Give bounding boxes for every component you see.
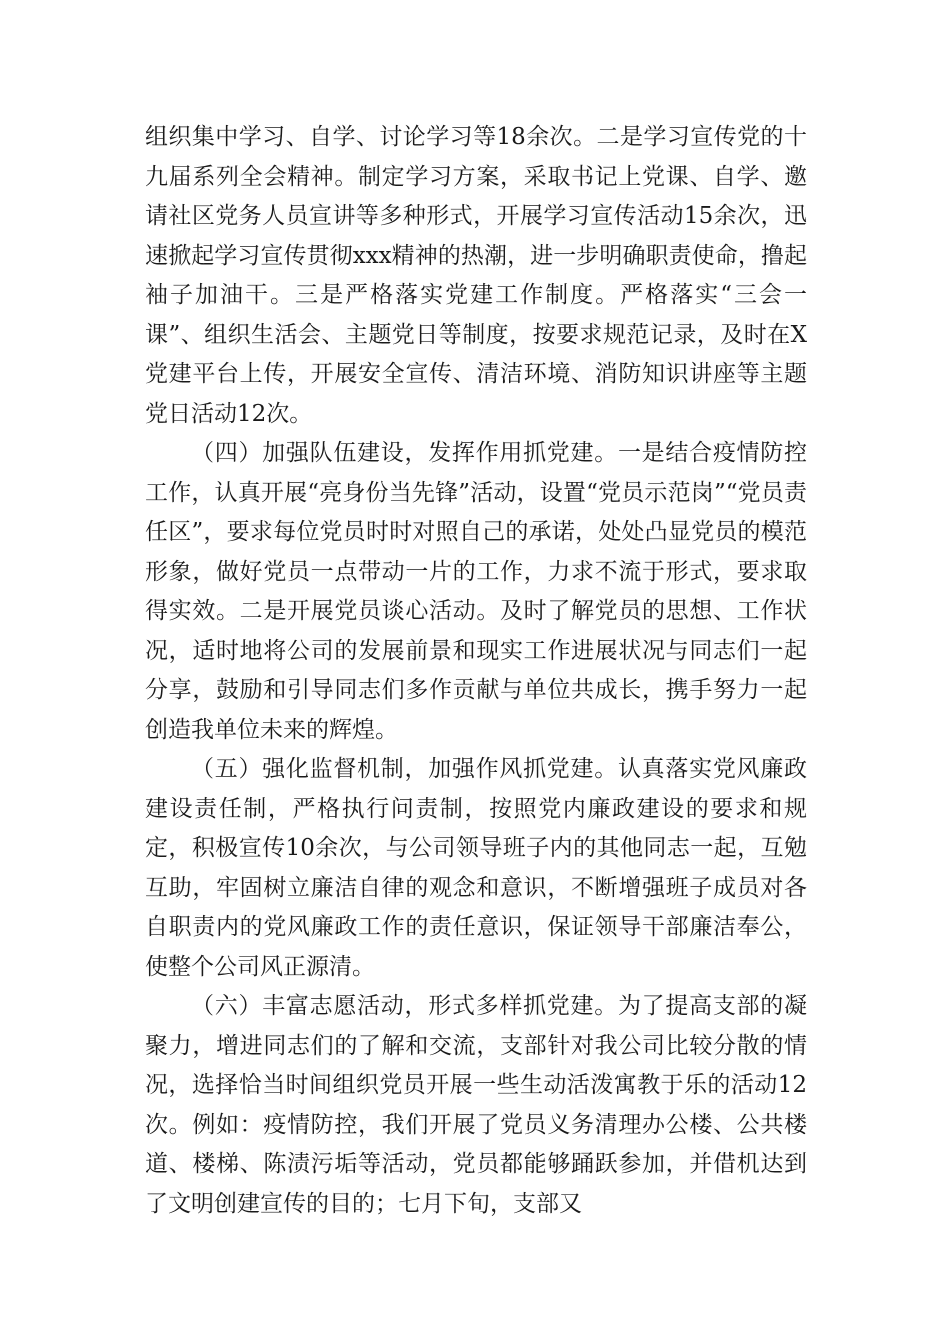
paragraph-section-5: （五）强化监督机制，加强作风抓党建。认真落实党风廉政建设责任制，严格执行问责制，按照党内廉政建设的要求和规定，积极宣传10余次，与公司领导班子内的其他同志一起，互勉互助，牢固树立廉洁自律的观念和意识，不断增强班子成员对各自职责内的党风廉政工作的责任意识，保证领导干部廉洁奉公，使整个公司风正源清。 bbox=[145, 756, 807, 980]
paragraph-section-4: （四）加强队伍建设，发挥作用抓党建。一是结合疫情防控工作，认真开展“亮身份当先锋”活动，设置“党员示范岗”“党员责任区”，要求每位党员时时对照自己的承诺，处处凸显党员的模范形象，做好党员一点带动一片的工作，力求不流于形式，要求取得实效。二是开展党员谈心活动。及时了解党员的思想、工作状况，适时地将公司的发展前景和现实工作进展状况与同志们一起分享，鼓励和引导同志们多作贡献与单位共成长，携手努力一起创造我单位未来的辉煌。 bbox=[145, 440, 807, 743]
document-body bbox=[145, 118, 807, 1224]
paragraph-section-6: （六）丰富志愿活动，形式多样抓党建。为了提高支部的凝聚力，增进同志们的了解和交流，支部针对我公司比较分散的情况，选择恰当时间组织党员开展一些生动活泼寓教于乐的活动12次。例如：疫情防控，我们开展了党员义务清理办公楼、公共楼道、楼梯、陈渍污垢等活动，党员都能够踊跃参加，并借机达到了文明创建宣传的目的；七月下旬，支部又 bbox=[145, 993, 807, 1217]
paragraph-continuation: 组织集中学习、自学、讨论学习等18余次。二是学习宣传党的十九届系列全会精神。制定学习方案，采取书记上党课、自学、邀请社区党务人员宣讲等多种形式，开展学习宣传活动15余次，迅速掀起学习宣传贯彻xxx精神的热潮，进一步明确职责使命，撸起袖子加油干。三是严格落实党建工作制度。严格落实“三会一课”、组织生活会、主题党日等制度，按要求规范记录，及时在X党建平台上传，开展安全宣传、清洁环境、消防知识讲座等主题党日活动12次。 bbox=[145, 124, 807, 427]
